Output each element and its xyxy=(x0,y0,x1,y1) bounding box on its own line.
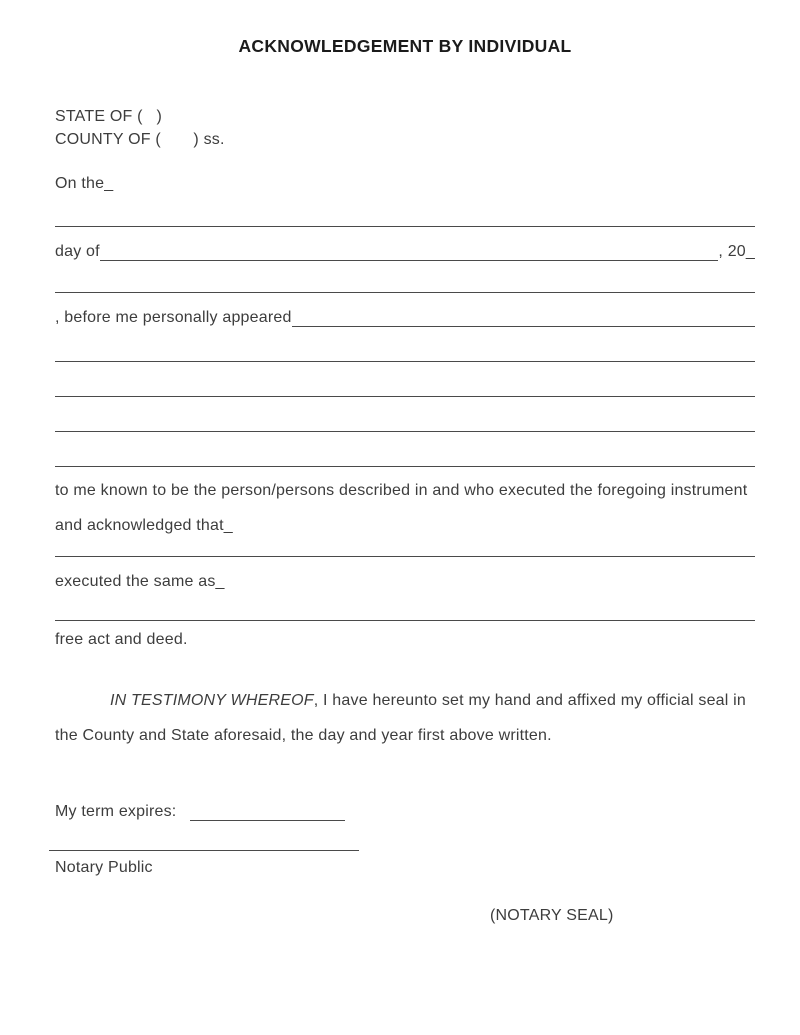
executed-label: executed the same as_ xyxy=(55,573,225,590)
acknowledgement-paragraph: to me known to be the person/persons described in and who executed the foregoing instrument and acknowledged that_ xyxy=(55,482,748,534)
executed-row xyxy=(55,557,755,591)
testimony-text: , I have hereunto set my hand and affixed my official seal in the County and State aforesaid, the day and year first above written. xyxy=(55,692,747,744)
year-suffix: , 20_ xyxy=(718,243,755,260)
term-expires-row xyxy=(55,795,755,821)
blank-line[interactable] xyxy=(55,397,755,432)
blank-line[interactable] xyxy=(55,543,755,557)
day-of-label: day of xyxy=(55,243,100,260)
on-the-label: On the_ xyxy=(55,175,114,192)
term-expires-blank[interactable] xyxy=(190,820,345,821)
venue-block xyxy=(55,105,755,151)
blank-line[interactable] xyxy=(55,432,755,467)
term-expires-label: My term expires: xyxy=(55,803,177,820)
county-of-line: COUNTY OF ( ) ss. xyxy=(55,131,225,148)
notary-seal-label: (NOTARY SEAL) xyxy=(490,907,614,924)
blank-line[interactable] xyxy=(55,591,755,621)
signature-line[interactable] xyxy=(49,821,359,851)
day-of-blank[interactable] xyxy=(100,260,719,261)
blank-line[interactable] xyxy=(55,261,755,293)
day-of-row xyxy=(55,227,755,261)
document-title: ACKNOWLEDGEMENT BY INDIVIDUAL xyxy=(238,36,572,56)
state-of-line: STATE OF ( ) xyxy=(55,108,163,125)
blank-line[interactable] xyxy=(55,362,755,397)
free-act-line: free act and deed. xyxy=(55,631,188,648)
testimony-whereof-italic: IN TESTIMONY WHEREOF xyxy=(110,692,314,709)
blank-line[interactable] xyxy=(55,195,755,227)
notary-public-label: Notary Public xyxy=(55,859,153,876)
testimony-paragraph xyxy=(55,683,755,753)
before-me-label: , before me personally appeared xyxy=(55,309,292,326)
blank-line[interactable] xyxy=(55,327,755,362)
appeared-name-blank[interactable] xyxy=(292,326,755,327)
before-me-row xyxy=(55,293,755,327)
